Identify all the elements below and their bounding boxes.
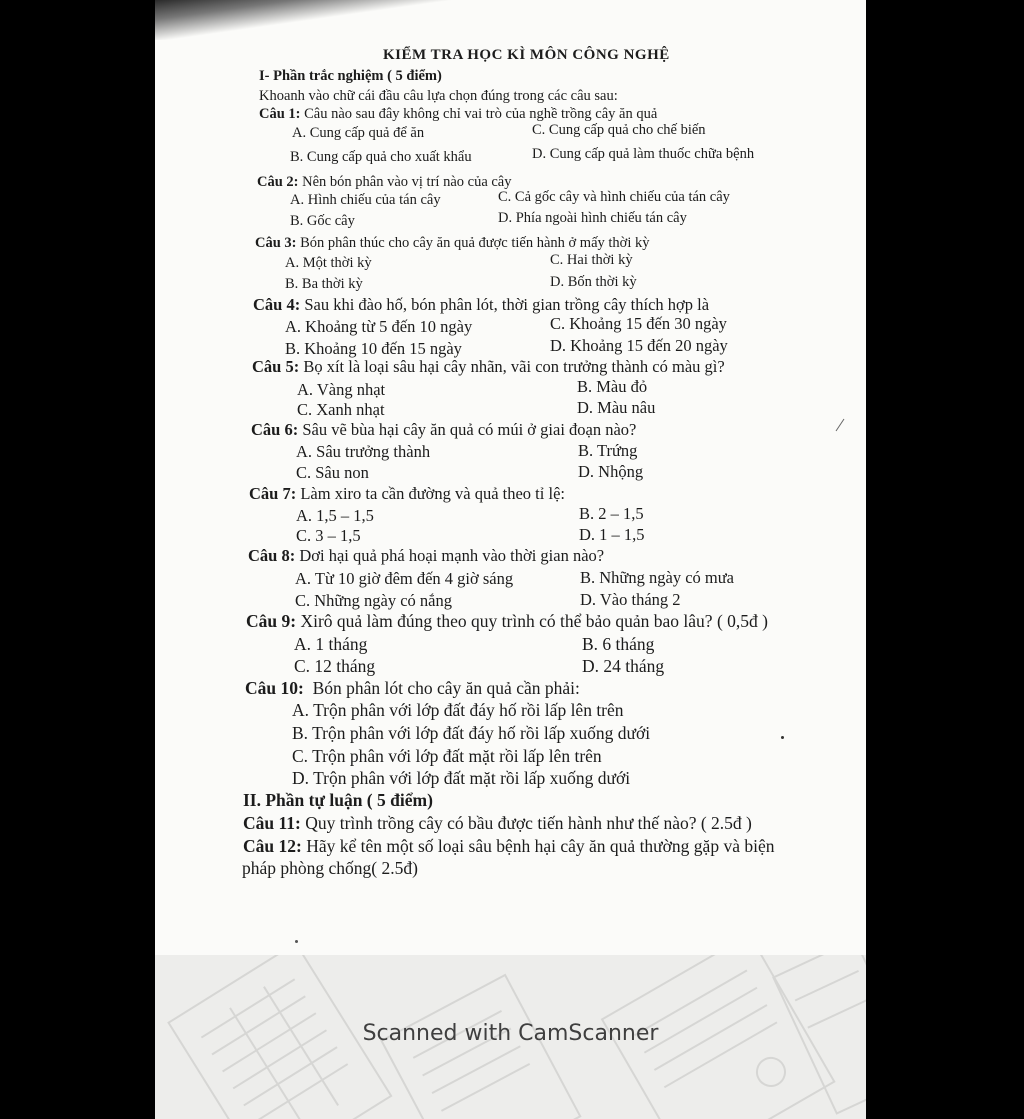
q8-option-c: C. Những ngày có nắng: [295, 591, 452, 610]
question-10: Câu 10: Bón phân lót cho cây ăn quả cần phải:: [245, 678, 580, 698]
q7-option-a: A. 1,5 – 1,5: [296, 506, 374, 525]
q8-option-a: A. Từ 10 giờ đêm đến 4 giờ sáng: [295, 569, 514, 588]
q8-option-d: D. Vào tháng 2: [580, 590, 681, 609]
question-12: Câu 12: Hãy kể tên một số loại sâu bệnh hại cây ăn quả thường gặp và biện: [243, 836, 775, 856]
q4-option-c: C. Khoảng 15 đến 30 ngày: [550, 314, 727, 333]
q7-option-d: D. 1 – 1,5: [579, 525, 645, 544]
q8-option-b: B. Những ngày có mưa: [580, 568, 734, 587]
question-11: Câu 11: Quy trình trồng cây có bầu được tiến hành như thế nào? ( 2.5đ ): [243, 813, 752, 833]
q4-option-b: B. Khoảng 10 đến 15 ngày: [285, 339, 462, 358]
q3-option-c: C. Hai thời kỳ: [550, 252, 633, 268]
q2-option-c: C. Cả gốc cây và hình chiếu của tán cây: [498, 189, 730, 205]
pencil-mark: [835, 418, 845, 432]
q5-option-a: A. Vàng nhạt: [297, 380, 386, 399]
q9-option-b: B. 6 tháng: [582, 634, 655, 654]
q10-option-b: B. Trộn phân với lớp đất đáy hố rồi lấp xuống dưới: [292, 723, 651, 743]
exam-document: [155, 0, 866, 950]
speck: [781, 736, 784, 739]
q9-option-a: A. 1 tháng: [294, 634, 368, 654]
question-3: Câu 3: Bón phân thúc cho cây ăn quả được tiến hành ở mấy thời kỳ: [255, 235, 650, 251]
q1-option-c: C. Cung cấp quả cho chế biến: [532, 122, 706, 138]
q7-option-c: C. 3 – 1,5: [296, 526, 361, 545]
question-9: Câu 9: Xirô quả làm đúng theo quy trình có thể bảo quản bao lâu? ( 0,5đ ): [246, 611, 768, 631]
q10-option-a: A. Trộn phân với lớp đất đáy hố rồi lấp lên trên: [292, 700, 624, 720]
q6-option-b: B. Trứng: [578, 441, 638, 460]
q5-option-c: C. Xanh nhạt: [297, 400, 385, 419]
q2-option-a: A. Hình chiếu của tán cây: [290, 192, 441, 208]
q6-option-d: D. Nhộng: [578, 462, 644, 481]
question-7: Câu 7: Làm xiro ta cần đường và quả theo tỉ lệ:: [249, 484, 565, 503]
question-12-continued: pháp phòng chống( 2.5đ): [242, 858, 418, 878]
q10-option-c: C. Trộn phân với lớp đất mặt rồi lấp lên trên: [292, 746, 602, 766]
q9-option-d: D. 24 tháng: [582, 656, 665, 676]
question-6: Câu 6: Sâu vẽ bùa hại cây ăn quả có múi ở giai đoạn nào?: [251, 420, 637, 439]
question-1: Câu 1: Câu nào sau đây không chỉ vai trò của nghề trồng cây ăn quả: [259, 106, 658, 122]
q9-option-c: C. 12 tháng: [294, 656, 376, 676]
part1-heading: I- Phần trắc nghiệm ( 5 điểm): [259, 68, 442, 84]
question-5: Câu 5: Bọ xít là loại sâu hại cây nhãn, vãi con trưởng thành có màu gì?: [252, 357, 725, 376]
q3-option-d: D. Bốn thời kỳ: [550, 274, 637, 290]
exam-title: KIỂM TRA HỌC KÌ MÔN CÔNG NGHỆ: [383, 47, 670, 63]
scanned-page: [155, 0, 866, 1119]
q4-option-d: D. Khoảng 15 đến 20 ngày: [550, 336, 728, 355]
q6-option-c: C. Sâu non: [296, 463, 369, 482]
q7-option-b: B. 2 – 1,5: [579, 504, 644, 523]
speck: [295, 940, 298, 943]
q1-option-d: D. Cung cấp quả làm thuốc chữa bệnh: [532, 146, 755, 162]
q4-option-a: A. Khoảng từ 5 đến 10 ngày: [285, 317, 473, 336]
q2-option-b: B. Gốc cây: [290, 213, 355, 229]
part2-heading: II. Phần tự luận ( 5 điểm): [243, 790, 433, 810]
q5-option-d: D. Màu nâu: [577, 398, 656, 417]
q5-option-b: B. Màu đỏ: [577, 377, 648, 396]
question-4: Câu 4: Sau khi đào hố, bón phân lót, thời gian trồng cây thích hợp là: [253, 295, 710, 314]
q10-option-d: D. Trộn phân với lớp đất mặt rồi lấp xuống dưới: [292, 768, 631, 788]
part1-instruction: Khoanh vào chữ cái đầu câu lựa chọn đúng trong các câu sau:: [259, 88, 618, 104]
q1-option-a: A. Cung cấp quả để ăn: [292, 125, 425, 141]
q2-option-d: D. Phía ngoài hình chiếu tán cây: [498, 210, 687, 226]
q3-option-b: B. Ba thời kỳ: [285, 276, 363, 292]
q3-option-a: A. Một thời kỳ: [285, 255, 372, 271]
question-2: Câu 2: Nên bón phân vào vị trí nào của cây: [257, 174, 512, 190]
q6-option-a: A. Sâu trưởng thành: [296, 442, 431, 461]
q1-option-b: B. Cung cấp quả cho xuất khẩu: [290, 149, 472, 165]
camscanner-watermark: Scanned with CamScanner: [362, 1021, 659, 1046]
question-8: Câu 8: Dơi hại quả phá hoại mạnh vào thời gian nào?: [248, 546, 605, 565]
